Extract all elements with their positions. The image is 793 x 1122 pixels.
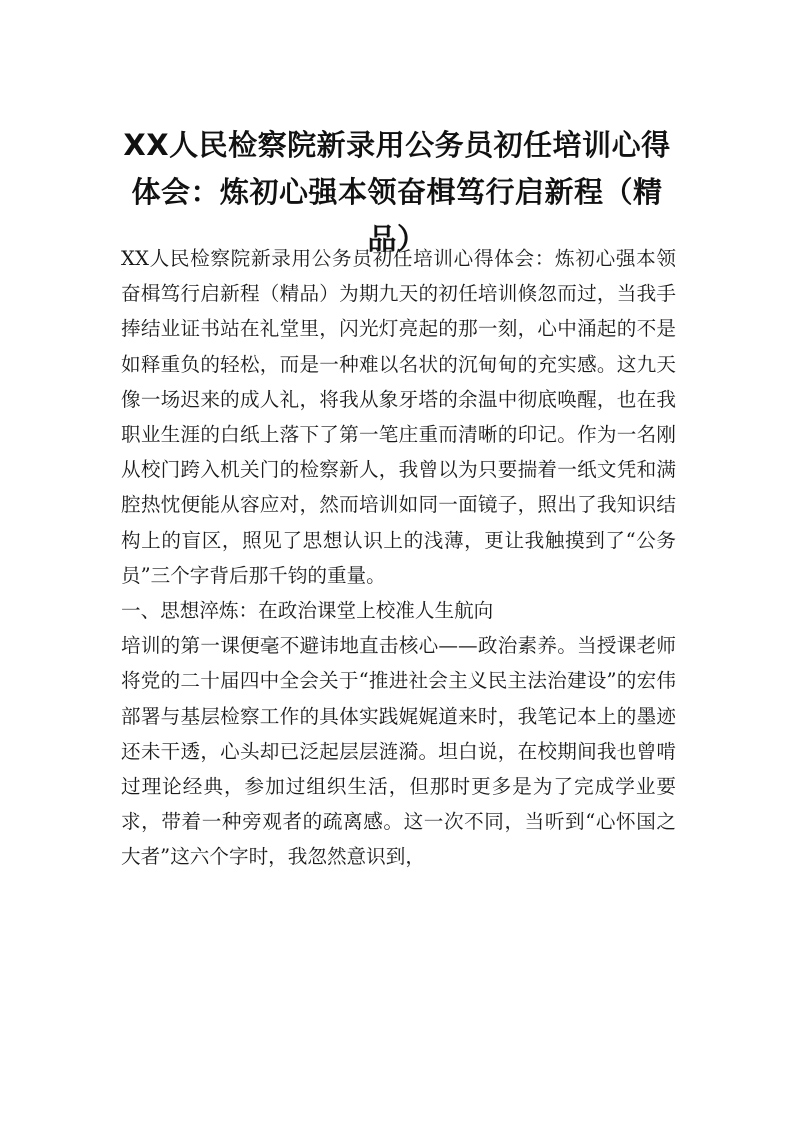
intro-paragraph: XX人民检察院新录用公务员初任培训心得体会：炼初心强本领奋楫笃行启新程（精品）为期九天的初任培训倏忽而过，当我手捧结业证书站在礼堂里，闪光灯亮起的那一刻，心中涌起的不是如释重负的轻松，而是一种难以名状的沉甸甸的充实感。这九天像一场迟来的成人礼，将我从象牙塔的余温中彻底唤醒，也在我职业生涯的白纸上落下了第一笔庄重而清晰的印记。作为一名刚从校门跨入机关门的检察新人，我曾以为只要揣着一纸文凭和满腔热忱便能从容应对，然而培训如同一面镜子，照出了我知识结构上的盲区，照见了思想认识上的浅薄，更让我触摸到了“公务员”三个字背后那千钧的重量。 bbox=[121, 247, 676, 587]
section-heading: 一、思想淬炼：在政治课堂上校准人生航向 bbox=[121, 599, 494, 623]
section-paragraph: 培训的第一课便毫不避讳地直击核心——政治素养。当授课老师将党的二十届四中全会关于“推进社会主义民主法治建设”的宏伟部署与基层检察工作的具体实践娓娓道来时，我笔记本上的墨迹还未干透，心头却已泛起层层涟漪。坦白说，在校期间我也曾啃过理论经典，参加过组织生活，但那时更多是为了完成学业要求，带着一种旁观者的疏离感。这一次不同，当听到“心怀国之大者”这六个字时，我忽然意识到， bbox=[121, 634, 676, 869]
document-title: XX人民检察院新录用公务员初任培训心得体会：炼初心强本领奋楫笃行启新程（精品） bbox=[123, 128, 671, 256]
document-body bbox=[121, 241, 676, 875]
